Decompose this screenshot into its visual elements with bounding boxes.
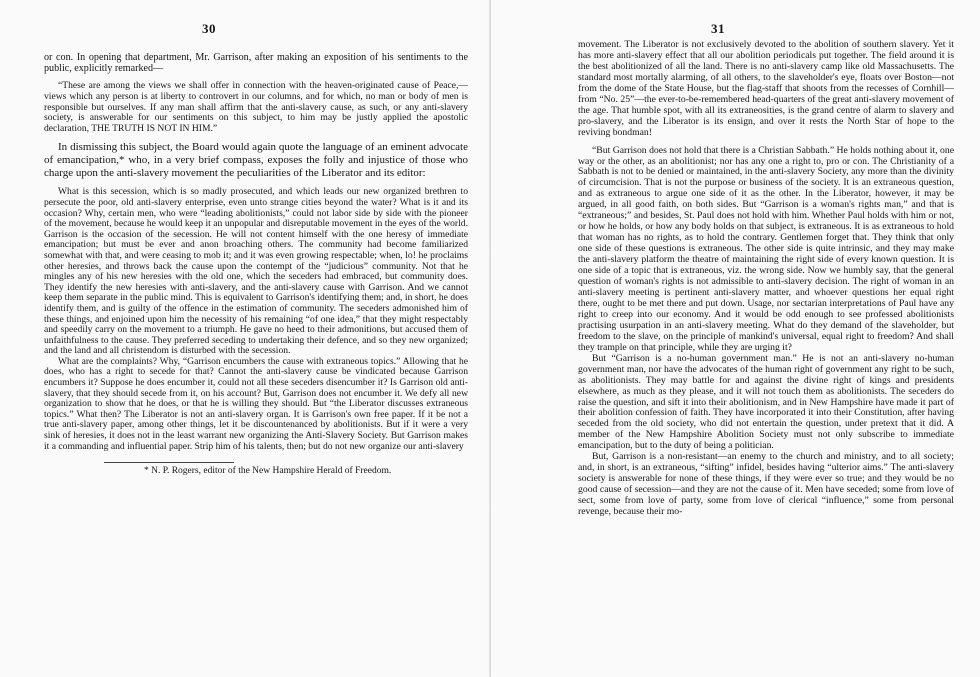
paragraph-sabbath: “But Garrison does not hold that there is a Christian Sabbath.” He holds nothing about it, one way or the other, as an abolitionist; nor has any one a right to, pro or con. The Christianity of a Sabbath is not to be denied or maintained, in the anti-slavery Society, any more than the divinity of circumcision. That is not the purpose or business of the society. It is an extraneous question, and as extraneous to argue one side of it as the other. In the Liberator, however, it may be argued, in all good faith, on both sides. But “Garrison is a woman's rights man,” and that is “extraneous;” and besides, St. Paul does not hold with him. Whether Paul holds with him or not, or how he holds, or how any body holds on that subject, is extraneous. It is as extraneous to hold that woman has no rights, as to hold the contrary. Gentlemen forget that. They think that only one side of these questions is extraneous. The other side is quite intrinsic, and they may make the anti-slavery platform the theatre of maintaining the right side of every known question. It is one side of a topic that is extraneous, viz. the wrong side. Now we humbly say, that the general question of woman's rights is not admissible to anti-slavery decision. The right of woman in an anti-slavery meeting is pertinent anti-slavery matter, and whoever questions her equal right there, ought to be met there and put down. Usage, nor sectarian interpretations of Paul have any right to creep into our economy. And it would be odd enough to see professed abolitionists practising usurpation in an anti-slavery meeting. What do they demand of the slaveholder, but freedom to the slave, on the principle of mankind's universal, equal right to freedom? And shall they trample on that principle, while they are urging it? xyxy=(578,144,954,353)
text-column xyxy=(44,52,468,477)
paragraph-movement: movement. The Liberator is not exclusively devoted to the abolition of southern slavery. Yet it has more anti-slavery effect that all our abolition periodicals put together. The field around it is the best abolitionized of all the land. There is no anti-slavery camp like old Massachusetts. The standard most mortally alarming, of all others, to the slaveholder's eye, floats over Boston—not from the dome of the State House, but the flag-staff that shoots from the recesses of Cornhill—from “No. 25”—the ever-to-be-remembered head-quarters of the great anti-slavery movement of the age. That humble spot, with all its extraneosities, is the grand centre of alarm to slavery and pro-slavery, and the Liberator is its ensign, and over it rests the North Star of hope to the reviving bondman! xyxy=(578,39,954,138)
quote-secession: What is this secession, which is so madly prosecuted, and which leads our new organized brethren to persecute the poor, old anti-slavery enterprise, even unto strange cities beyond the water? What is it and its occasion? Why, certain men, who were “leading abolitionists,” could not labor side by side with the pioneer of the movement, because he would keep it an unpopular and disreputable movement in the eyes of the world. Garrison is the occasion of the secession. He will not content himself with the one heresy of immediate emancipation; but must be ever and anon broaching others. The community had become familiarized somewhat with that, and were ceasing to mob it; and it was even growing respectable; when, lo! he proclaims other heresies, and throws back the cause upon the contempt of the “judicious” community. Not that he mingles any of his new heresies with the old one, which the seceders had embraced, but community does. They identify the new heresies with anti-slavery, and the anti-slavery cause with Garrison. And we cannot keep them separate in the public mind. This is equivalent to Garrison's identifying them; and, in short, he does identify them, and is guilty of the offence in the estimation of community. The seceders admonished him of these things, and enjoined upon him the necessity of his remaining “of one idea,” that they might respectably and speedily carry on the movement to a triumph. He gave no heed to their admonitions, but accused them of unfaithfulness to the cause. They preferred seceding to undertaking their defence, and so they new organized; and the land and all christendom is disturbed with the secession. xyxy=(44,186,468,357)
paragraph-intro: or con. In opening that department, Mr. Garrison, after making an exposition of his sentiments to the public, explicitly remarked— xyxy=(44,52,468,75)
text-column xyxy=(578,40,954,518)
paragraph-dismissing: In dismissing this subject, the Board would again quote the language of an eminent advocate of emancipation,* who, in a very brief compass, exposes the folly and injustice of those who charge upon the anti-slavery movement the peculiarities of the Liberator and its editor: xyxy=(44,141,468,180)
paragraph-non-resistant: But, Garrison is a non-resistant—an enemy to the church and ministry, and to all society; and, in short, is an extraneous, “sifting” infidel, besides having “ulterior aims.” The anti-slavery society is answerable for none of these things, if they were ever so true; and they would be no good cause of secession—and they are not the cause of it. Men have seceded; some from love of sect, some from love of party, some from love of clerical “influence,” some from personal revenge, because their mo- xyxy=(578,451,954,518)
footnote-rule xyxy=(104,462,234,463)
paragraph-no-human-government: But “Garrison is a no-human government man.” He is not an anti-slavery no-human government man, nor have the advocates of the human right of government any right to be such, as abolitionists. They may battle for and against the divine right of kings and presidents elsewhere, as much as they please, and it will not touch them as abolitionists. The seceders do raise the question, and sift it into their abolitionism, and in New Hampshire have made it part of their abolition confession of faith. They have incorporated it into their Constitution, after having seceded from the old society, who did not entertain the question, under pretext that it did. A member of the New Hampshire Abolition Society must not only subscribe to immediate emancipation, but to the duty of being a politician. xyxy=(578,352,954,452)
right-page xyxy=(490,0,980,677)
page-number: 30 xyxy=(202,21,216,36)
page-number: 31 xyxy=(711,21,725,36)
footnote: * N. P. Rogers, editor of the New Hampshire Herald of Freedom. xyxy=(144,466,392,477)
quote-garrison: “These are among the views we shall offer in connection with the heaven-originated cause of Peace,—views which any person is at liberty to controvert in our columns, and for which, no man or body of men is responsible but ourselves. If any man shall affirm that the anti-slavery cause, as such, or any anti-slavery society, is answerable for our sentiments on this subject, to him may be justly applied the apostolic declaration, THE TRUTH IS NOT IN HIM.” xyxy=(44,80,468,134)
quote-complaints: What are the complaints? Why, “Garrison encumbers the cause with extraneous topics.” Allowing that he does, who has a right to secede for that? Cannot the anti-slavery cause be vindicated because Garrison encumbers it? Suppose he does encumber it, could not all these seceders disencumber it? Is Garrison old anti-slavery, that they should secede from it, on his account? But, Garrison does not encumber it. We defy all new organization to show that he does, or that he is willing they should. But “the Liberator discusses extraneous topics.” What then? The Liberator is not an anti-slavery organ. It is Garrison's own free paper. If it be not a true anti-slavery paper, among other things, let it be discountenanced by abolitionists. But if it were a very sink of heresies, it does not in the least warrant new organizing the Anti-Slavery Society. But Garrison makes it a commanding and influential paper. Strip him of his talents, then; but do not new organize our anti-slavery xyxy=(44,355,468,452)
